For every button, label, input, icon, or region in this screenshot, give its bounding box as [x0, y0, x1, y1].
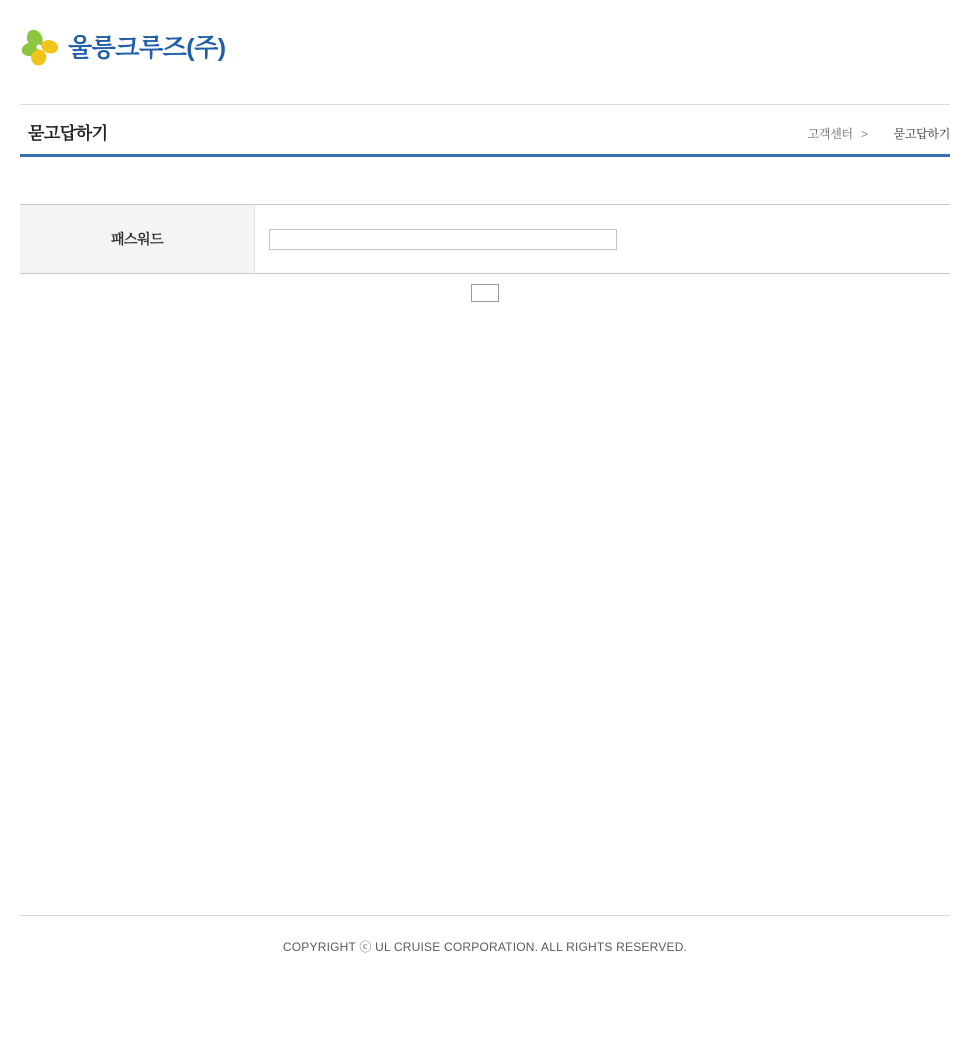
page-title: 묻고답하기	[28, 124, 108, 143]
password-label: 패스워드	[20, 205, 255, 274]
breadcrumb-separator-icon: >	[860, 126, 868, 141]
brand-name-text: 울릉크루즈	[68, 33, 187, 62]
brand-name	[68, 33, 226, 62]
main-content	[20, 157, 950, 304]
site-header	[0, 0, 970, 104]
brand-name-suffix: (주)	[186, 33, 226, 62]
password-input[interactable]	[269, 229, 617, 250]
password-form-table	[20, 204, 950, 274]
pinwheel-flower-logo-icon	[20, 28, 58, 68]
copyright-text: COPYRIGHT ⓒ UL CRUISE CORPORATION. ALL RIGHTS RESERVED.	[282, 940, 688, 954]
page-title-bar	[20, 104, 950, 157]
form-button-row	[20, 274, 950, 304]
table-row	[20, 205, 950, 274]
password-field-cell	[255, 205, 951, 274]
breadcrumb	[808, 125, 950, 142]
site-footer	[20, 915, 950, 955]
site-logo-link[interactable]	[20, 28, 226, 68]
breadcrumb-current: 묻고답하기	[893, 127, 950, 141]
confirm-button[interactable]	[471, 284, 499, 302]
breadcrumb-parent[interactable]: 고객센터	[807, 127, 853, 141]
content-top-spacer	[20, 157, 950, 204]
